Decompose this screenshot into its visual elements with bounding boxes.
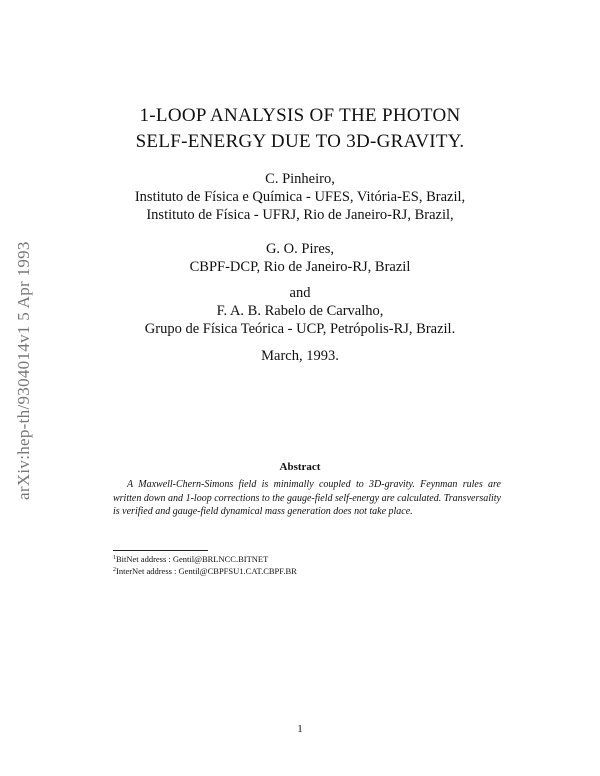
author-3-affiliation: Grupo de Física Teórica - UCP, Petrópolis-RJ, Brazil. xyxy=(144,321,456,337)
abstract-text: A Maxwell-Chern-Simons field is minimally coupled to 3D-gravity. Feynman rules are written down and 1-loop corrections to the gauge-field self-energy are calculated. Transversality is verified and gauge-field dynamical mass generation does not take place. xyxy=(113,479,501,517)
arxiv-identifier: arXiv:hep-th/9304014v1 5 Apr 1993 xyxy=(14,241,33,500)
author-1-name: C. Pinheiro, xyxy=(265,171,335,187)
footnote-rule xyxy=(113,550,208,551)
footnote-1 xyxy=(113,553,268,565)
footnote-2 xyxy=(113,565,297,577)
author-2-name: G. O. Pires, xyxy=(265,241,335,257)
footnote-2-mark: 2 xyxy=(113,567,116,573)
title-line-2: SELF-ENERGY DUE TO 3D-GRAVITY. xyxy=(135,131,465,152)
page-number: 1 xyxy=(297,723,303,735)
author-1-affiliation-2: Instituto de Física - UFRJ, Rio de Janeiro-RJ, Brazil, xyxy=(146,207,454,223)
author-1-affiliation-1: Instituto de Física e Química - UFES, Vitória-ES, Brazil, xyxy=(134,189,466,205)
footnote-1-text: BitNet address : Gentil@BRLNCC.BITNET xyxy=(116,554,269,564)
author-2-affiliation: CBPF-DCP, Rio de Janeiro-RJ, Brazil xyxy=(189,259,411,275)
author-conjunction: and xyxy=(289,285,311,301)
footnote-1-mark: 1 xyxy=(113,555,116,561)
footnote-2-text: InterNet address : Gentil@CBPFSU1.CAT.CBPF.BR xyxy=(116,566,297,576)
author-3-name: F. A. B. Rabelo de Carvalho, xyxy=(216,303,384,319)
date: March, 1993. xyxy=(261,348,339,364)
abstract-heading: Abstract xyxy=(279,461,321,473)
title-line-1: 1-LOOP ANALYSIS OF THE PHOTON xyxy=(139,105,461,126)
